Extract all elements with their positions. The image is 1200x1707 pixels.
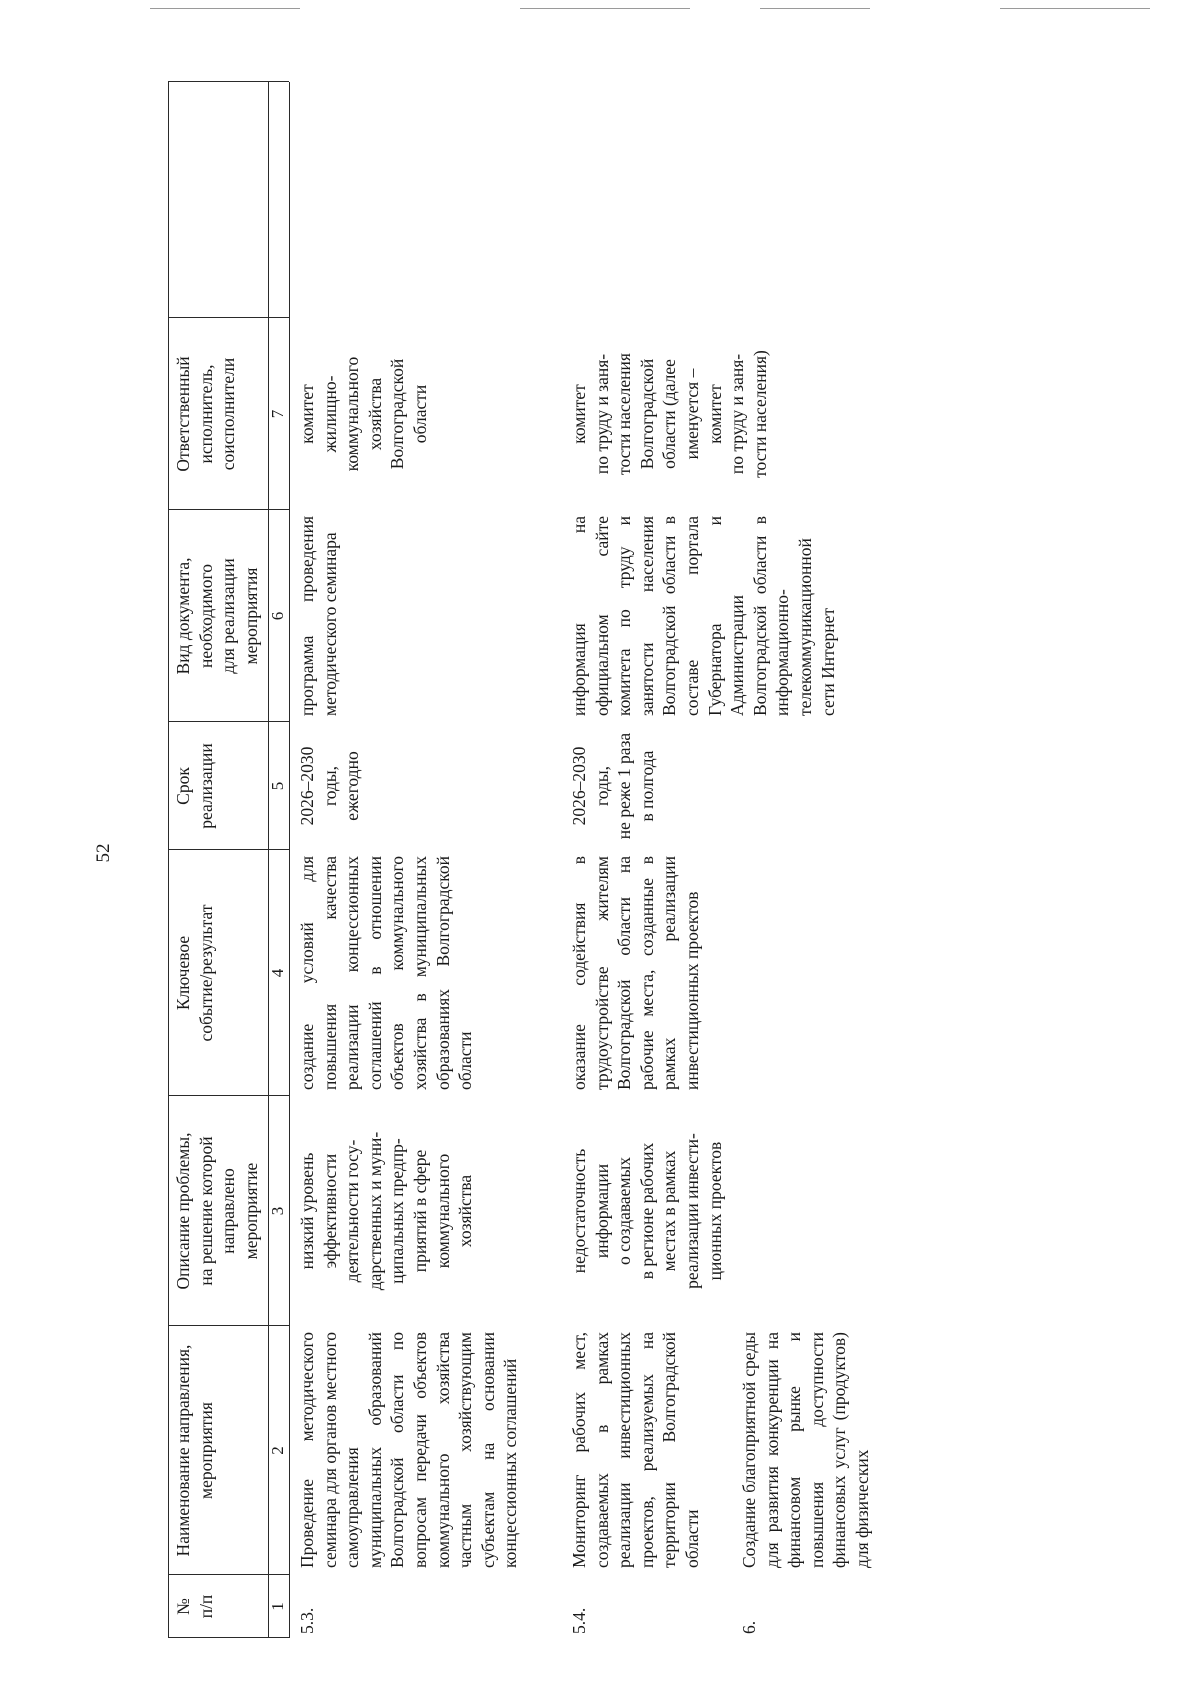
rotated-table bbox=[168, 82, 880, 1638]
row-responsible: комитет по труду и заня- тости населения Волгоградской области (далее именуется – комитет по труду и заня- тости населения) bbox=[569, 350, 770, 478]
page-number: 52 bbox=[93, 843, 114, 863]
row-term: 2026–2030 годы, ежегодно bbox=[297, 746, 363, 826]
column-numbers-bottom-border bbox=[289, 82, 290, 1638]
column-divider bbox=[168, 81, 289, 82]
scan-edge-line bbox=[520, 8, 690, 9]
table-top-border bbox=[168, 82, 169, 1638]
scan-edge-line bbox=[150, 8, 300, 9]
column-number: 5 bbox=[268, 781, 287, 791]
row-number: 5.3. bbox=[297, 1607, 317, 1634]
row-number: 5.4. bbox=[569, 1607, 589, 1634]
row-responsible: комитет жилищно- коммунального хозяйства Волгоградской области bbox=[297, 356, 430, 472]
header-cell-number: № п/п bbox=[173, 1594, 216, 1619]
row-activity-name: Создание благоприятной среды для развития конкуренции на финансовом рынке и повышения доступности финансовых услуг (продуктов) для физических bbox=[739, 1332, 872, 1568]
row-result: оказание содействия в трудоустройстве жителям Волгоградской области на рабочие места, созданные в рамках реализации инвестиционных проектов bbox=[569, 856, 702, 1090]
header-cell-result: Ключевое событие/результат bbox=[173, 904, 216, 1042]
header-cell-problem: Описание проблемы, на решение которой направлено мероприятие bbox=[173, 1132, 261, 1290]
column-number: 2 bbox=[268, 1446, 287, 1455]
row-activity-name: Проведение методического семинара для органов местного самоуправления муниципальных образований Волгоградской области по вопросам передачи объектов коммунального хозяйства частным хозяйствующим субъектам на основании концессионных соглашений bbox=[297, 1332, 521, 1568]
header-cell-responsible: Ответственный исполнитель, соисполнители bbox=[173, 356, 239, 472]
header-cell-term: Срок реализации bbox=[173, 743, 216, 829]
row-term: 2026–2030 годы, не реже 1 раза в полгода bbox=[569, 732, 657, 840]
row-document: программа проведения методического семинара bbox=[297, 516, 340, 716]
column-number: 7 bbox=[268, 409, 287, 419]
column-number: 3 bbox=[268, 1206, 287, 1216]
column-number: 4 bbox=[268, 968, 287, 978]
header-cell-document: Вид документа, необходимого для реализации мероприятия bbox=[173, 557, 261, 675]
header-cell-activity-name: Наименование направления, мероприятия bbox=[173, 1344, 216, 1557]
scan-edge-line bbox=[1000, 8, 1150, 9]
row-activity-name: Мониторинг рабочих мест, создаваемых в рамках реализации инвестиционных проектов, реализуемых на территории Волгоградской области bbox=[569, 1332, 702, 1568]
row-number: 6. bbox=[739, 1620, 759, 1634]
row-document: информация на официальном сайте комитета по труду и занятости населения Волгоградской области в составе портала Губернатора и Администрации Волгоградской области в информационно-телекоммуникационной сети Интернет bbox=[569, 516, 838, 716]
row-result: создание условий для повышения качества реализации концессионных соглашений в отношении объектов коммунального хозяйства в муниципальных образованиях Волгоградской области bbox=[297, 856, 476, 1090]
scan-edge-line bbox=[760, 8, 870, 9]
row-problem: недостаточность информации о создаваемых в регионе рабочих местах в рамках реализации инвести- ционных проектов bbox=[569, 1133, 725, 1289]
row-problem: низкий уровень эффективности деятельности госу- дарственных и муни- ципальных предпр- приятий в сфере коммунального хозяйства bbox=[297, 1131, 476, 1291]
column-number: 6 bbox=[268, 611, 287, 621]
column-number: 1 bbox=[268, 1602, 287, 1611]
